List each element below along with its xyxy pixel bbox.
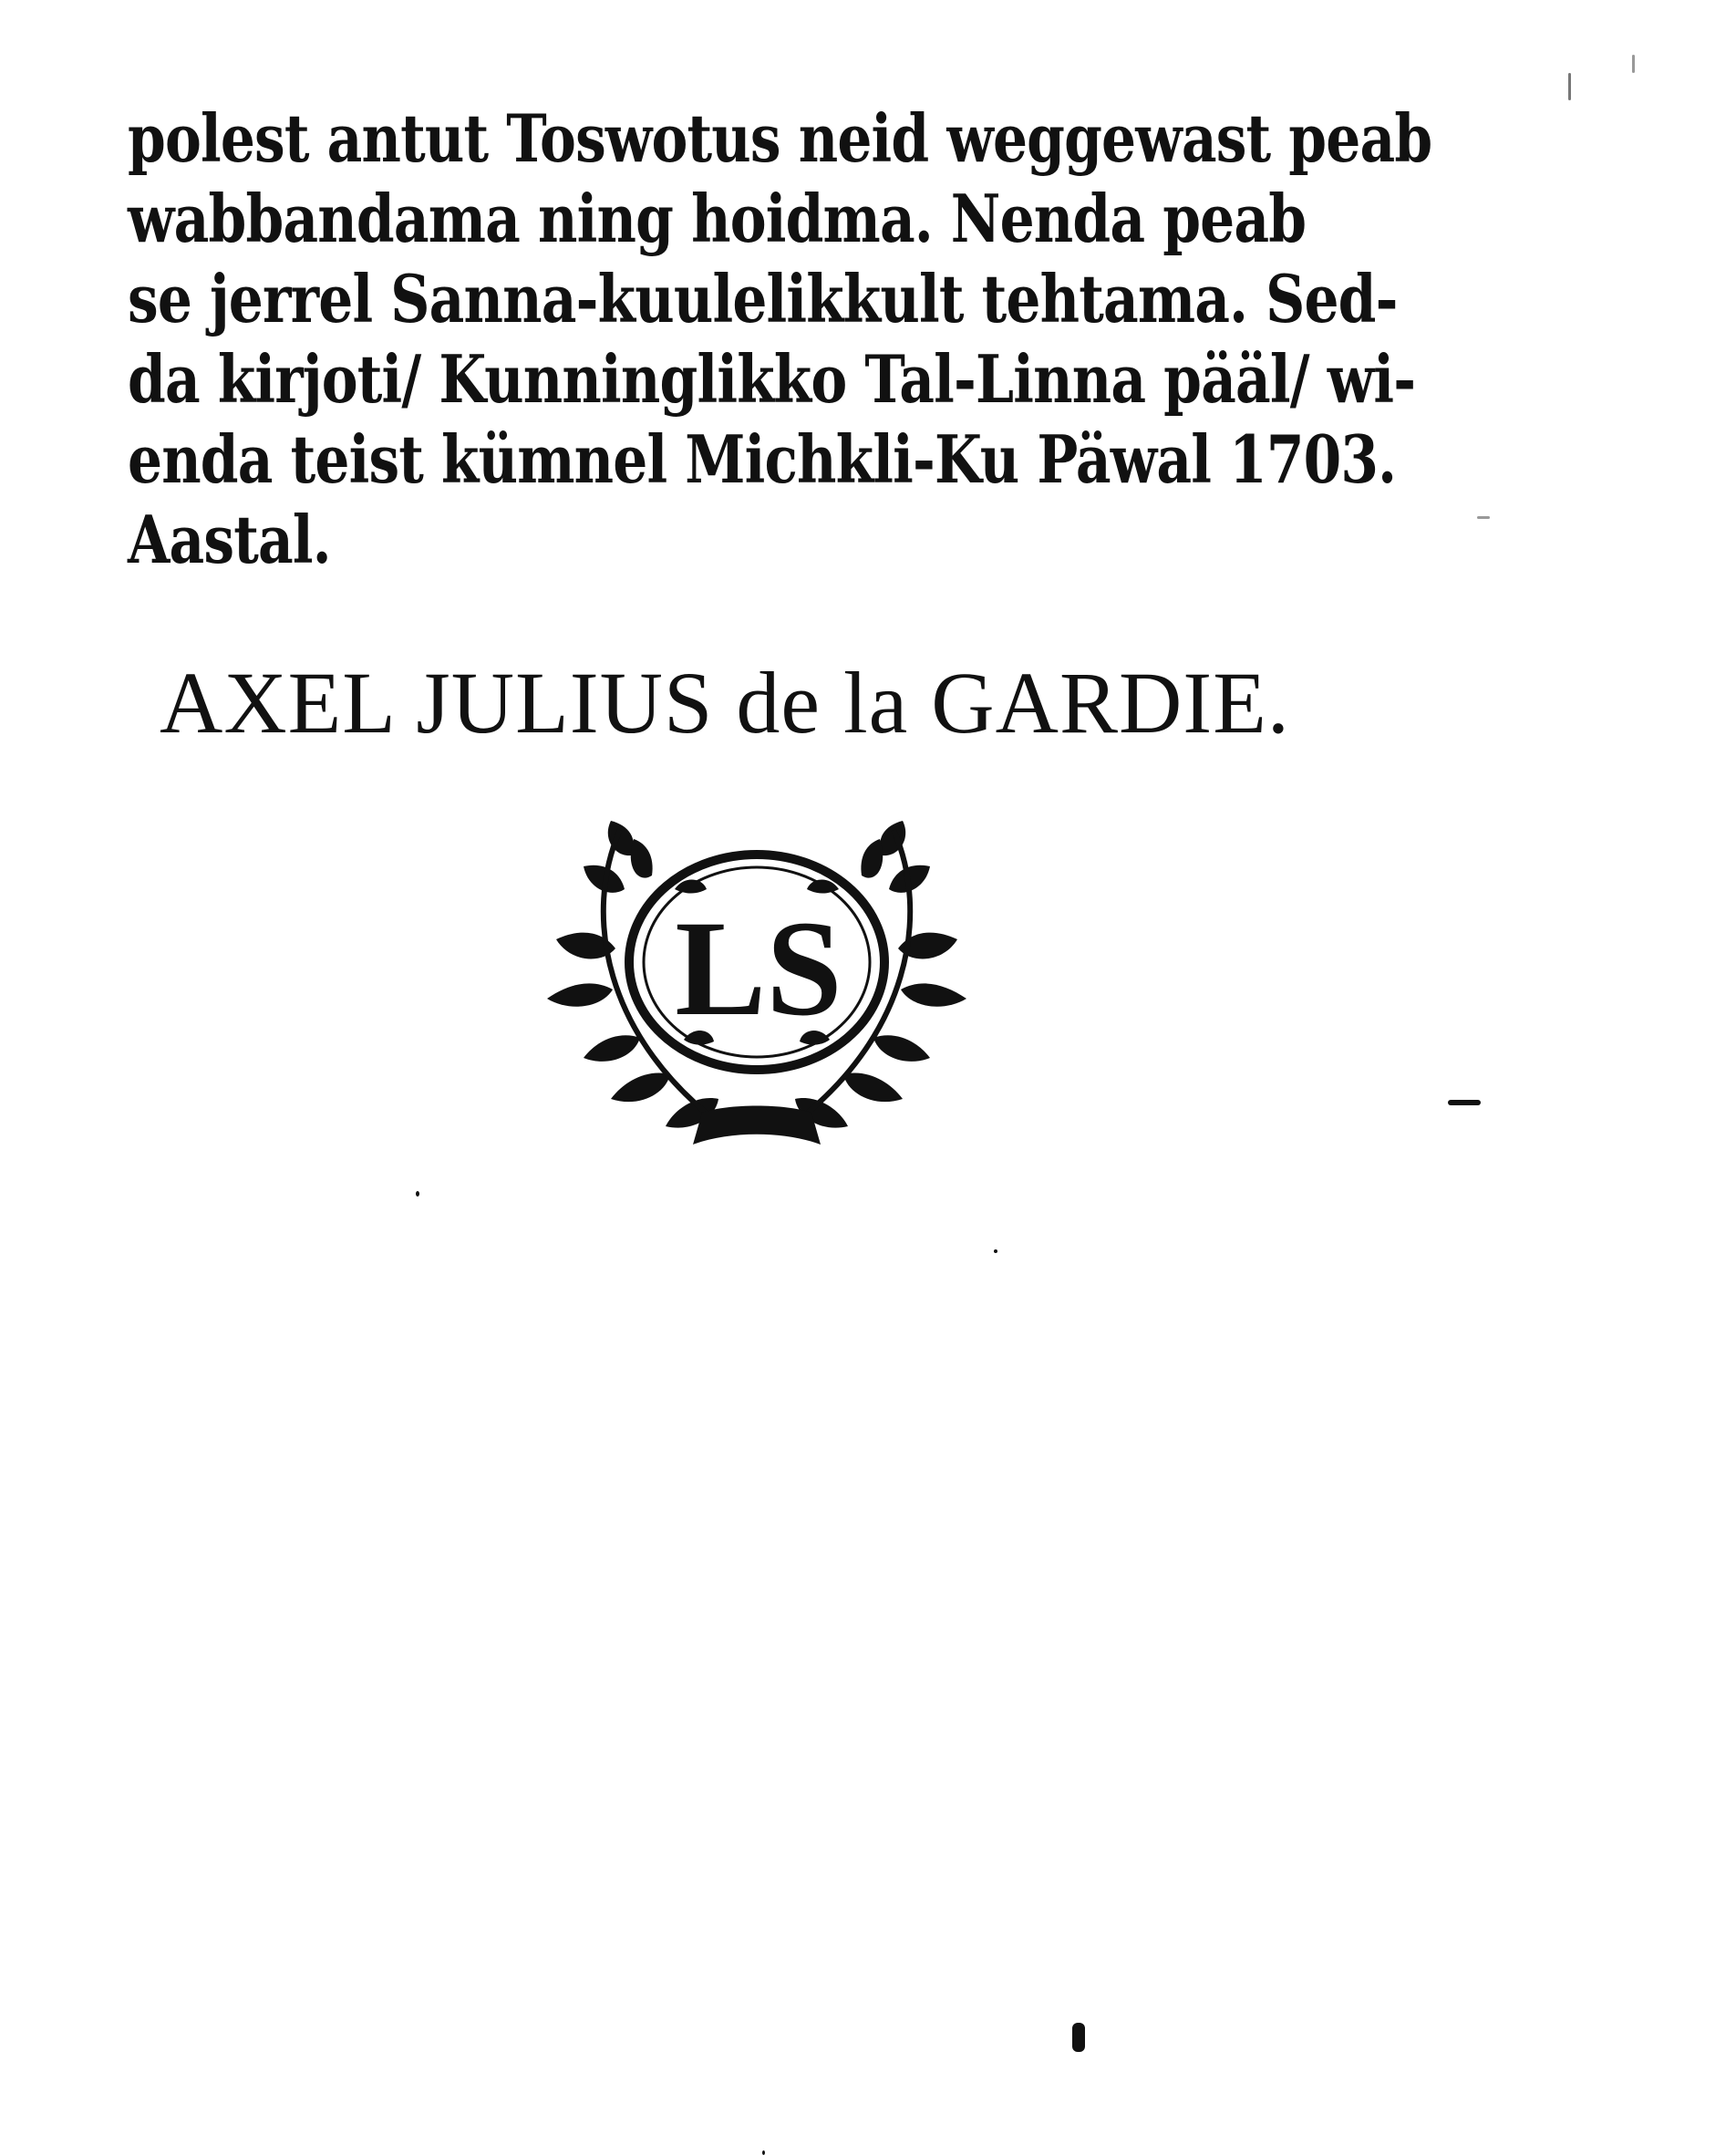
seal-emblem bbox=[547, 803, 966, 1158]
scan-speck bbox=[762, 2150, 765, 2155]
signature-line: AXEL JULIUS de la GARDIE. bbox=[160, 654, 1290, 751]
scan-speck bbox=[1072, 2023, 1085, 2052]
text-line-4: da kirjoti/ Kunninglikko Tal-Linna pääl/ wi- bbox=[128, 340, 1416, 418]
scan-speck bbox=[1477, 516, 1490, 519]
text-line-2: wabbandama ning hoidma. Nenda peab bbox=[128, 180, 1307, 257]
scan-speck bbox=[994, 1249, 997, 1253]
text-line-1: polest antut Toswotus neid weggewast peab bbox=[128, 99, 1432, 177]
scan-speck bbox=[1448, 1100, 1481, 1105]
text-line-5: enda teist kümnel Michkli-Ku Päwal 1703. bbox=[128, 420, 1397, 498]
scan-speck bbox=[416, 1191, 419, 1197]
seal-monogram: LS bbox=[675, 893, 842, 1044]
laurel-wreath-icon bbox=[547, 803, 966, 1158]
text-line-6: Aastal. bbox=[128, 501, 331, 578]
body-text bbox=[128, 98, 1432, 580]
text-line-3: se jerrel Sanna-kuulelikkult tehtama. Sed- bbox=[128, 260, 1398, 337]
scan-speck bbox=[1632, 55, 1635, 73]
scan-speck bbox=[1568, 73, 1571, 100]
